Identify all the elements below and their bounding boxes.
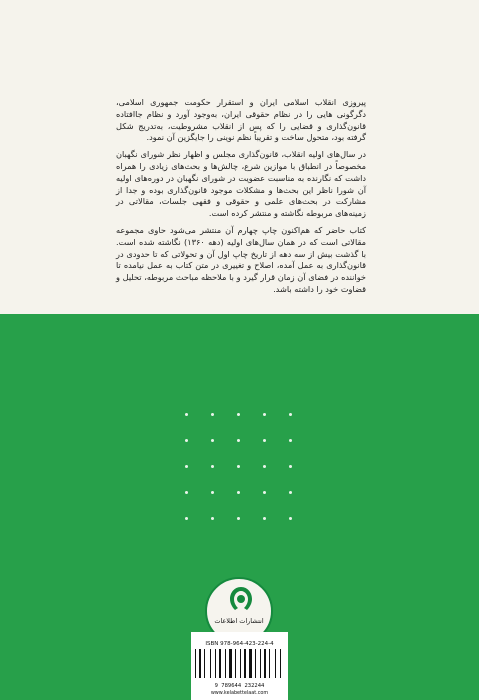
barcode-bar	[195, 649, 196, 678]
paragraph-2: در سال‌های اولیه انقلاب، قانون‌گذاری مجلس و اظهار نظر شورای نگهبان مخصوصاً در انطباق با موازین شرع، چالش‌ها و بحث‌های زیادی را همراه داشت که نگارنده به مناسبت عضویت در شورای نگهبان در دوره‌های اولیه آن شورا ناظر این بحث‌ها و مشکلات موجود قانون‌گذاری بوده و جدا از مشارکت در بحث‌های علمی و حقوقی و فقهی جلسات، مقالاتی در زمینه‌های مربوطه نگاشته و منتشر کرده است.	[116, 149, 366, 219]
barcode-bar	[219, 649, 221, 678]
barcode-bar	[275, 649, 276, 678]
barcode-bar	[225, 649, 226, 678]
decorative-dot	[263, 465, 266, 468]
decorative-dot	[185, 491, 188, 494]
decorative-dot-grid	[185, 413, 295, 523]
decorative-dot	[211, 517, 214, 520]
decorative-dot	[211, 465, 214, 468]
decorative-dot	[211, 413, 214, 416]
paragraph-3: کتاب حاضر که هم‌اکنون چاپ چهارم آن منتشر می‌شود حاوی مجموعه مقالاتی است که در همان سال‌های اولیه (دهه ۱۳۶۰) نگاشته شده است. با گذشت بیش از سه دهه از تاریخ چاپ اول آن و تحولاتی که تا حدودی در قانون‌گذاری به عمل آمده، اصلاح و تغییری در متن کتاب به عمل نیامده تا خواننده در فضای آن زمان قرار گیرد و با ملاحظه مباحث مربوطه، تحلیل و قضاوت خود را داشته باشد.	[116, 224, 367, 294]
decorative-dot	[263, 491, 266, 494]
decorative-dot	[237, 491, 240, 494]
barcode-bar	[215, 649, 216, 678]
barcode-bar	[264, 649, 266, 678]
decorative-dot	[185, 413, 188, 416]
decorative-dot	[263, 413, 266, 416]
barcode-bar	[244, 649, 246, 678]
barcode-bar	[210, 649, 211, 678]
decorative-dot	[289, 413, 292, 416]
isbn-barcode	[195, 649, 284, 682]
paragraph-1: پیروزی انقلاب اسلامی ایران و استقرار حکومت جمهوری اسلامی، دگرگونی هایی را در نظام حقوقی ایران، به‌وجود آورد و نظام جاافتاده قانون‌گذاری و قضایی را که پس از انقلاب مشروطیت، به‌تدریج شکل گرفته بود، متحول ساخت و تقریباً نظم نوینی را جایگزین آن نمود.	[116, 97, 366, 143]
decorative-dot	[237, 413, 240, 416]
publisher-website: www.kelabettelaat.com	[210, 690, 269, 696]
decorative-dot	[185, 517, 188, 520]
decorative-dot	[185, 465, 188, 468]
back-cover-text	[116, 97, 366, 301]
barcode-bar	[260, 649, 261, 678]
barcode-bar	[199, 649, 201, 678]
decorative-dot	[263, 517, 266, 520]
decorative-dot	[289, 491, 292, 494]
barcode-bar	[249, 649, 252, 678]
decorative-dot	[289, 465, 292, 468]
isbn-label: ISBN 978-964-423-224-4	[205, 641, 274, 647]
publisher-name: انتشارات اطلاعات	[214, 617, 264, 625]
barcode-bar	[240, 649, 241, 678]
barcode-bar	[229, 649, 232, 678]
decorative-dot	[289, 439, 292, 442]
publisher-logo-icon	[225, 585, 257, 615]
decorative-dot	[237, 465, 240, 468]
barcode-bar	[280, 649, 281, 678]
barcode-bar	[269, 649, 270, 678]
decorative-dot	[237, 439, 240, 442]
barcode-bar	[235, 649, 236, 678]
decorative-dot	[211, 439, 214, 442]
decorative-dot	[211, 491, 214, 494]
decorative-dot	[237, 517, 240, 520]
barcode-bar	[255, 649, 256, 678]
barcode-bar	[204, 649, 205, 678]
decorative-dot	[185, 439, 188, 442]
barcode-digits: 9 789644 232244	[214, 683, 265, 689]
decorative-dot	[289, 517, 292, 520]
decorative-dot	[263, 439, 266, 442]
